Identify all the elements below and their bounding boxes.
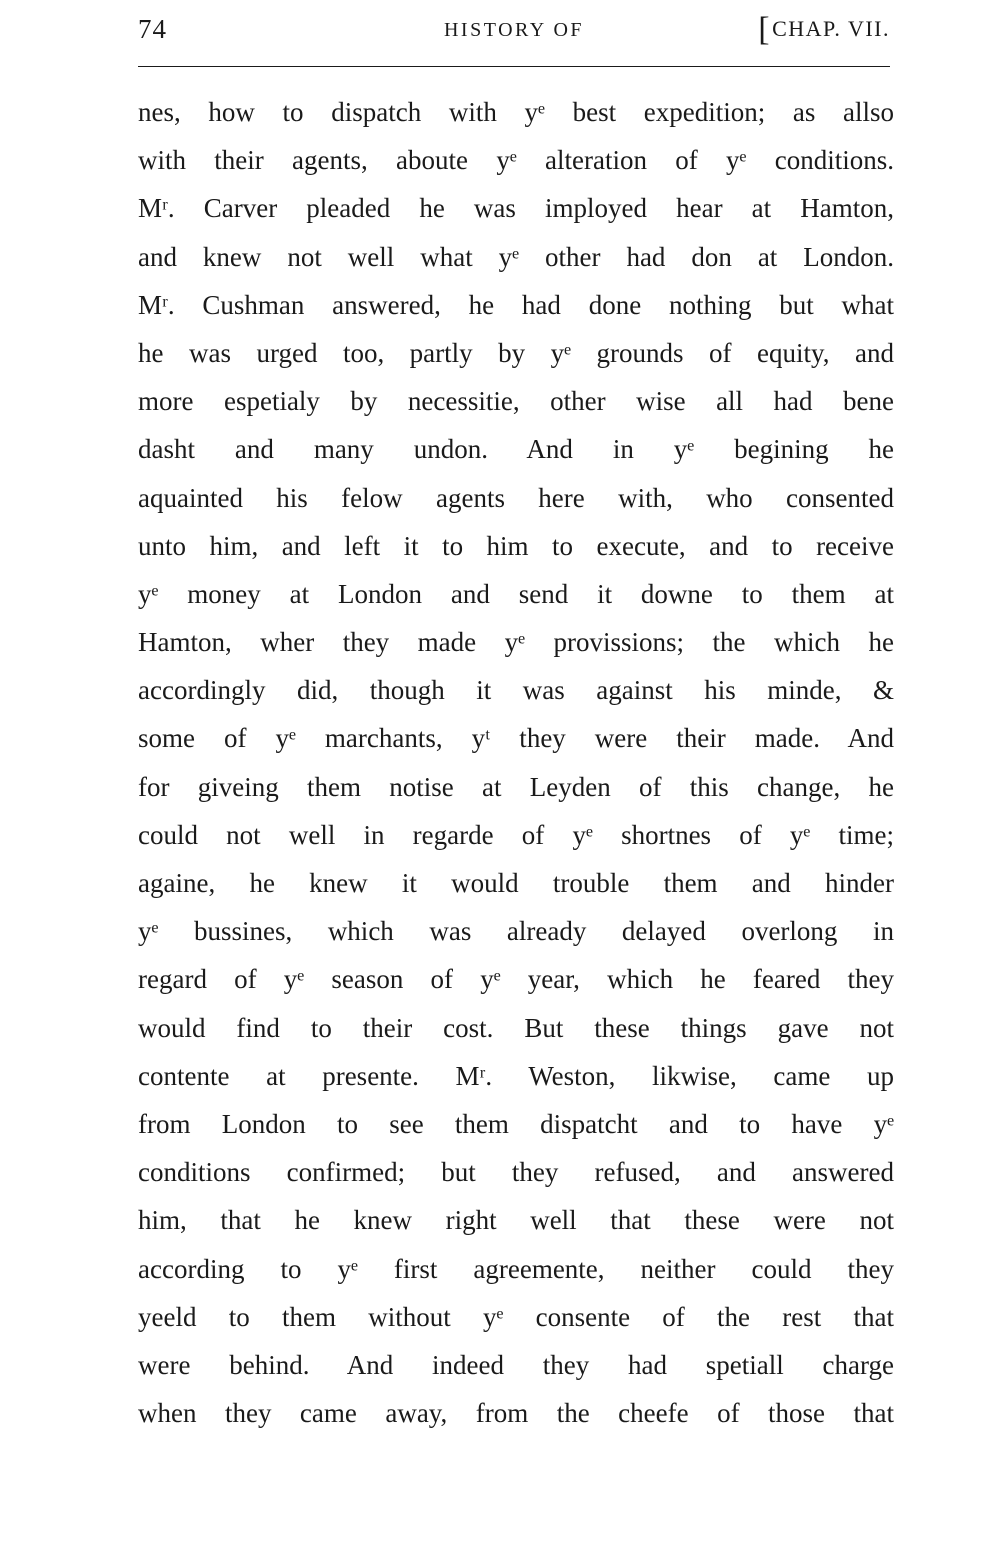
text-line: according to yᵉ first agreemente, neither could they bbox=[138, 1253, 894, 1284]
text-line: yᵉ bussines, which was already delayed overlong in bbox=[138, 916, 894, 947]
text-line: would find to their cost. But these things gave not bbox=[138, 1012, 894, 1043]
text-line: with their agents, aboute yᵉ alteration of yᵉ conditions. bbox=[138, 145, 894, 176]
running-title: HISTORY OF bbox=[443, 19, 585, 41]
text-line: more espetialy by necessitie, other wise all had bene bbox=[138, 386, 894, 417]
text-line: nes, how to dispatch with yᵉ best expedition; as allso bbox=[138, 97, 894, 127]
text-line: unto him, and left it to him to execute, and to receive bbox=[138, 530, 894, 561]
text-line: dasht and many undon. And in yᵉ begining he bbox=[138, 434, 894, 465]
text-line: aquainted his felow agents here with, who consented bbox=[138, 482, 894, 513]
text-line: yeeld to them without yᵉ consente of the rest that bbox=[138, 1301, 894, 1332]
text-line: for giveing them notise at Leyden of this change, he bbox=[138, 771, 894, 802]
text-line: contente at presente. Mʳ. Weston, likwise, came up bbox=[138, 1060, 894, 1091]
text-line: from London to see them dispatcht and to have yᵉ bbox=[138, 1108, 894, 1139]
text-line: accordingly did, though it was against his minde, & bbox=[138, 675, 894, 706]
text-line: some of yᵉ marchants, yᵗ they were their made. And bbox=[138, 723, 894, 754]
text-line: Mʳ. Carver pleaded he was imployed hear at Hamton, bbox=[138, 193, 894, 224]
text-line: Mʳ. Cushman answered, he had done nothing but what bbox=[138, 289, 894, 320]
header-rule bbox=[138, 66, 890, 67]
text-line: conditions confirmed; but they refused, and answered bbox=[138, 1157, 894, 1188]
text-line: when they came away, from the cheefe of those that bbox=[138, 1398, 894, 1429]
chapter-bracket: [ bbox=[758, 11, 772, 48]
text-line: againe, he knew it would trouble them and hinder bbox=[138, 868, 894, 898]
running-head bbox=[138, 10, 890, 50]
text-line: and knew not well what yᵉ other had don at London. bbox=[138, 241, 894, 272]
text-line: Hamton, wher they made yᵉ provissions; the which he bbox=[138, 627, 894, 658]
text-line: him, that he knew right well that these were not bbox=[138, 1205, 894, 1236]
text-line: were behind. And indeed they had spetiall charge bbox=[138, 1349, 894, 1380]
body-text bbox=[138, 88, 894, 1437]
text-line: regard of yᵉ season of yᵉ year, which he feared they bbox=[138, 964, 894, 995]
page-number: 74 bbox=[138, 14, 167, 44]
text-line: yᵉ money at London and send it downe to them at bbox=[138, 578, 894, 609]
text-line: could not well in regarde of yᵉ shortnes of yᵉ time; bbox=[138, 819, 894, 850]
text-line: he was urged too, partly by yᵉ grounds of equity, and bbox=[138, 337, 894, 368]
chapter-reference bbox=[758, 11, 890, 48]
chapter-label: CHAP. VII. bbox=[772, 16, 890, 41]
